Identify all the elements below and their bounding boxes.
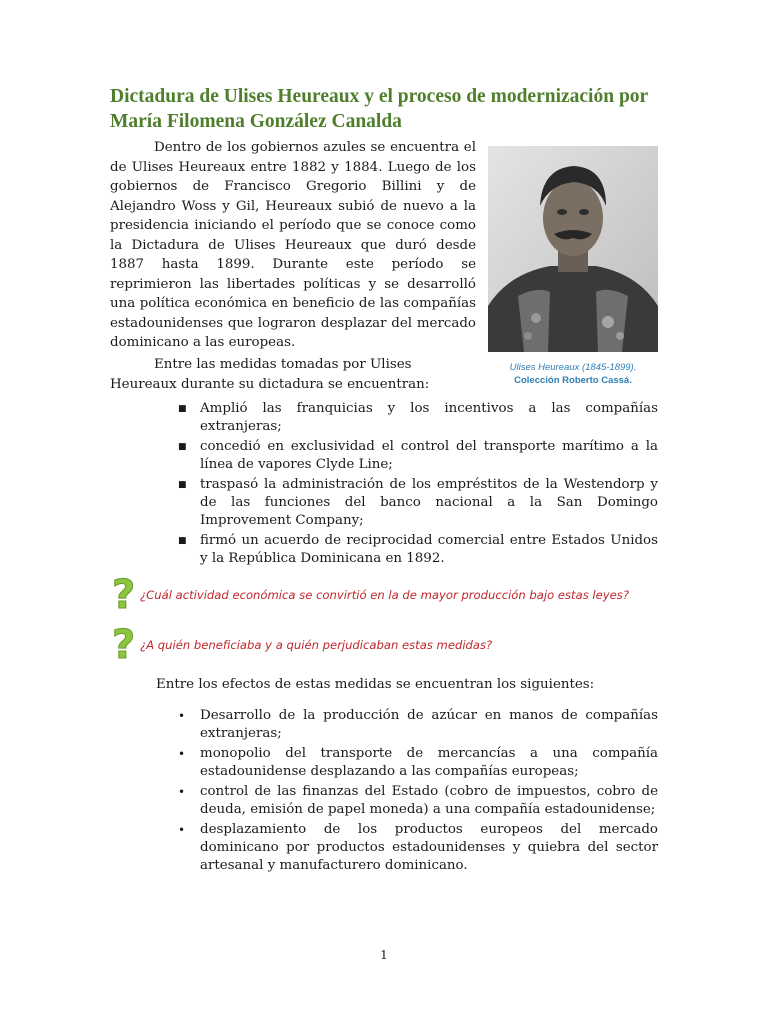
list-item: • desplazamiento de los productos europeos del mercado dominicano por productos estadounidenses y quiebra del sector artesanal y manufacturero dominicano. — [178, 822, 658, 873]
question-mark-icon — [110, 572, 140, 616]
square-bullet-icon: ■ — [178, 404, 187, 414]
measures-intro: Entre las medidas tomadas por Ulises Heureaux durante su dictadura se encuentran: — [110, 357, 430, 392]
page-title: Dictadura de Ulises Heureaux y el proceso de modernización por María Filomena González Canalda — [110, 86, 648, 132]
list-item: ■ Amplió las franquicias y los incentivos a las compañías extranjeras; — [178, 401, 658, 434]
round-bullet-icon: • — [178, 823, 186, 837]
caption-line-2: Colección Roberto Cassá. — [514, 375, 632, 386]
square-bullet-icon: ■ — [178, 536, 187, 546]
square-bullet-icon: ■ — [178, 480, 187, 490]
caption-line-1: Ulises Heureaux (1845-1899). — [509, 362, 637, 373]
question-1 — [110, 572, 670, 616]
square-bullet-icon: ■ — [178, 442, 187, 452]
page-number: 1 — [380, 948, 388, 962]
svg-text:?: ? — [112, 572, 136, 616]
round-bullet-icon: • — [178, 709, 186, 723]
list-item: • Desarrollo de la producción de azúcar en manos de compañías extranjeras; — [178, 708, 658, 741]
measures-list — [178, 400, 658, 570]
question-text: ¿A quién beneficiaba y a quién perjudicaban estas medidas? — [140, 638, 493, 652]
list-item: ■ firmó un acuerdo de reciprocidad comercial entre Estados Unidos y la República Dominicana en 1892. — [178, 533, 658, 566]
question-text: ¿Cuál actividad económica se convirtió en la de mayor producción bajo estas leyes? — [140, 588, 629, 602]
intro-paragraph: Dentro de los gobiernos azules se encuentra el de Ulises Heureaux entre 1882 y 1884. Luego de los gobiernos de Francisco Gregorio Billini y de Alejandro Woss y Gil, Heureaux subió de nuevo a la presidencia iniciando el período que se conoce como la Dictadura de Ulises Heureaux que duró desde 1887 hasta 1899. Durante este período se reprimieron las libertades políticas y se desarrolló una política económica en beneficio de las compañías estadounidenses que lograron desplazar del mercado dominicano a las europeas. — [110, 140, 476, 350]
list-item: ■ traspasó la administración de los empréstitos de la Westendorp y de las funciones del banco nacional a la San Domingo Improvement Company; — [178, 477, 658, 528]
portrait-image — [488, 146, 658, 352]
question-2 — [110, 622, 670, 666]
round-bullet-icon: • — [178, 747, 186, 761]
effects-intro: Entre los efectos de estas medidas se encuentran los siguientes: — [156, 677, 595, 692]
list-item: ■ concedió en exclusividad el control del transporte marítimo a la línea de vapores Clyde Line; — [178, 439, 658, 472]
effects-list — [178, 707, 658, 877]
question-mark-icon — [110, 622, 140, 666]
svg-text:?: ? — [112, 622, 136, 666]
list-item: • control de las finanzas del Estado (cobro de impuestos, cobro de deuda, emisión de papel moneda) a una compañía estadounidense; — [178, 784, 658, 817]
round-bullet-icon: • — [178, 785, 186, 799]
list-item: • monopolio del transporte de mercancías a una compañía estadounidense desplazando a las compañías europeas; — [178, 746, 658, 779]
portrait-caption — [488, 361, 658, 387]
